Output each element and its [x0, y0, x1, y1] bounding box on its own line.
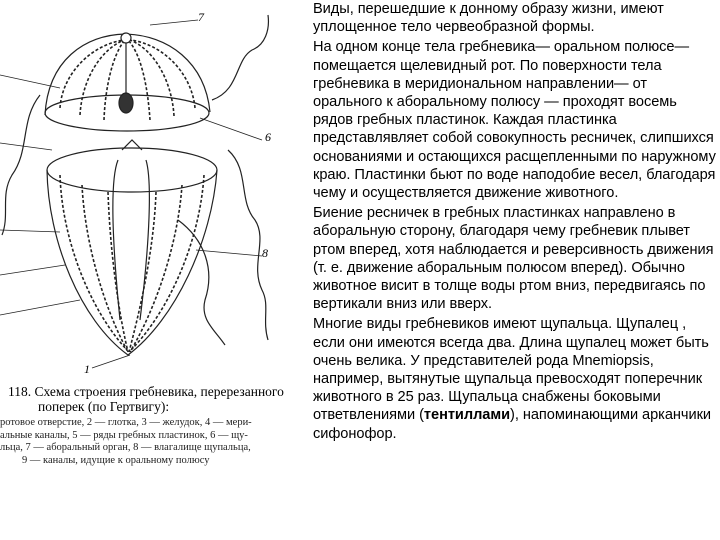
- paragraph-2: На одном конце тела гребневика— оральном полюсе— помещается щелевидный рот. По поверхности тела гребневика в меридиональном направлении— от орального к аборальному полюсу — проходят восемь рядов гребных пластинок. Каждая пластинка представлявляет собой совокупность ресничек, слипшихся основаниями и остающихся расщепленными по наружному краю. Пластинки бьют по воде наподобие весел, благодаря чему и осуществляется движение животного.: [313, 39, 716, 202]
- paragraph-4-end: ), напоминающими арканчики сифонофор.: [313, 407, 712, 442]
- label-7: 7: [198, 10, 204, 24]
- legend-line: льца, 7 — аборальный орган, 8 — влагалище щупальца,: [0, 442, 251, 453]
- paragraph-4: [313, 315, 717, 442]
- caption-title: 118. Схема строения гребневика, перерезанного: [8, 384, 284, 399]
- tentilla-term: тентиллами: [423, 407, 511, 424]
- legend-line: 9 — каналы, идущие к оральному полюсу: [22, 454, 210, 466]
- figure-caption: [0, 384, 300, 467]
- label-1: 1: [84, 362, 90, 376]
- legend-line: ротовое отверстие, 2 — глотка, 3 — желудок, 4 — мери-: [0, 417, 252, 428]
- caption-legend: [0, 417, 300, 467]
- paragraph-4-start: Многие виды гребневиков имеют щупальца. Щупалец , если они имеются всегда два. Длина щупалец может быть очень велика. У представителей рода Mnemiopsis, например, вытянутые щупальца превосходят поперечник животного в 25 раз. Щупальца снабжены боковыми ответвлениями (: [313, 316, 709, 424]
- label-6: 6: [265, 130, 271, 144]
- paragraph-3: Биение ресничек в гребных пластинках направлено в аборальную сторону, благодаря чему гребневик плывет ртом вперед, хотя наблюдается и реверсивность движения (т. е. движение аборальным полюсом вперед). Обычно животное висит в толще воды ртом вниз, передвигаясь по вертикали вниз или вверх.: [313, 205, 714, 313]
- caption-subtitle: поперек (по Гертвигу):: [38, 399, 170, 414]
- legend-line: альные каналы, 5 — ряды гребных пластинок, 6 — щу-: [0, 429, 248, 441]
- label-8: 8: [262, 246, 268, 260]
- text-column: [313, 0, 717, 443]
- ctenophore-figure: [0, 0, 305, 540]
- paragraph-1: Виды, перешедшие к донному образу жизни, имеют уплощенное тело червеобразной формы.: [313, 1, 664, 36]
- ctenophore-drawing: [0, 0, 305, 380]
